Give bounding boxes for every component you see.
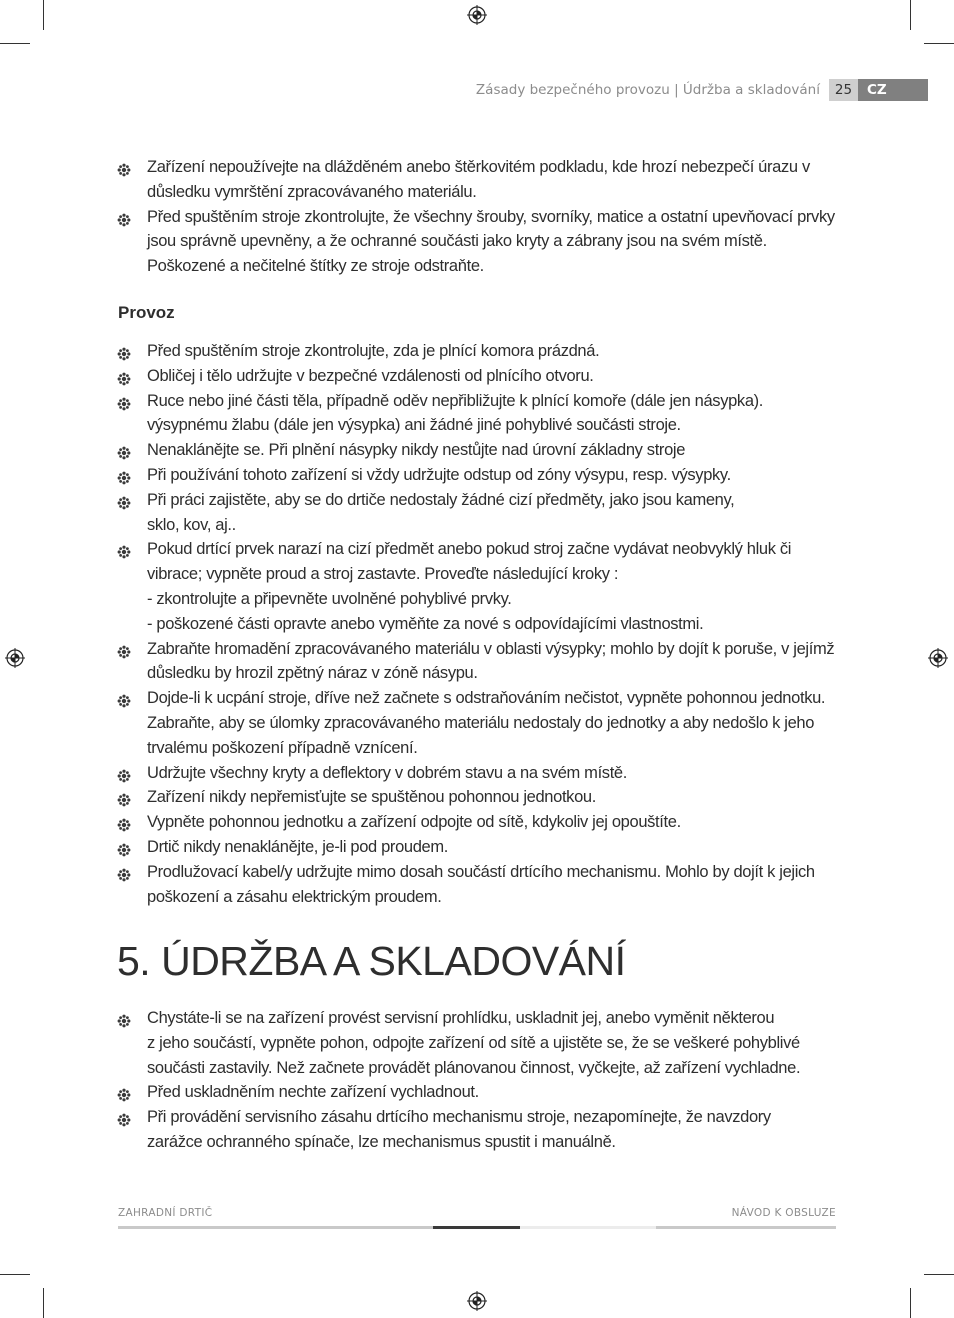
bullet-text: Obličej i tělo udržujte v bezpečné vzdálenosti od plnícího otvoru.	[147, 366, 594, 385]
bullet-text: Zařízení nikdy nepřemisťujte se spuštěnou pohonnou jednotkou.	[147, 788, 596, 807]
bullet-item	[117, 686, 837, 760]
bullet-icon	[117, 766, 131, 780]
bullet-item	[117, 488, 837, 538]
bullet-icon	[117, 160, 131, 174]
bullet-icon	[117, 865, 131, 879]
bullet-icon	[117, 1110, 131, 1124]
bullet-icon	[117, 691, 131, 705]
bullet-item	[117, 155, 837, 205]
bullet-text: Chystáte-li se na zařízení provést servisní prohlídku, uskladnit jej, anebo vyměnit některou	[147, 1009, 775, 1027]
bullet-text: Před uskladněním nechte zařízení vychladnout.	[147, 1083, 479, 1102]
bullet-text: Dojde-li k ucpání stroje, dříve než začnete s odstraňováním nečistot, vypněte pohonnou jednotku. Zabraňte, aby se úlomky zpracovávaného materiálu nedostaly do jednotky a aby nedošlo k jeho trvalému poškození případně vznícení.	[147, 689, 826, 757]
registration-mark-icon	[467, 5, 487, 25]
crop-mark	[924, 43, 954, 44]
bullet-item	[117, 364, 837, 389]
bullet-icon	[117, 394, 131, 408]
bullet-text: Drtič nikdy nenaklánějte, je-li pod proudem.	[147, 837, 449, 856]
footer-rule-segment	[433, 1226, 520, 1229]
bullet-icon	[117, 344, 131, 358]
bullet-text: Před spuštěním stroje zkontrolujte, že všechny šrouby, svorníky, matice a ostatní upevňovací prvky jsou správně upevněny, a že ochranné součásti jako kryty a zábrany jsou na svém místě. Poškozené a nečitelné štítky ze stroje odstraňte.	[147, 207, 835, 276]
crop-mark	[0, 43, 30, 44]
bullet-item	[117, 785, 837, 810]
bullet-item	[117, 205, 837, 279]
bullet-text: součásti zastavily. Než začnete provádět plánovanou činnost, vyčkejte, až zařízení vychladne.	[147, 1058, 801, 1077]
bullet-item	[117, 339, 837, 364]
bullet-text: výsypnému žlabu (dále jen výsypka) ani žádné jiné pohyblivé součásti stroje.	[147, 416, 681, 435]
footer-rule-segment	[656, 1226, 836, 1229]
bullet-text: Při používání tohoto zařízení si vždy udržujte odstup od zóny výsypu, resp. výsypky.	[147, 465, 731, 484]
bullet-item	[117, 1105, 837, 1155]
bullet-icon	[117, 1011, 131, 1025]
bullet-icon	[117, 642, 131, 656]
bullet-text: Zabraňte hromadění zpracovávaného materiálu v oblasti výsypky; mohlo by dojít k poruše, v jejímž důsledku by hrozil zpětný náraz v zóně násypu.	[147, 639, 835, 683]
bullet-item	[117, 835, 837, 860]
bullet-icon	[117, 1085, 131, 1099]
bullet-icon	[117, 542, 131, 556]
bullet-text: Při práci zajistěte, aby se do drtiče nedostaly žádné cizí předměty, jako jsou kameny,	[147, 490, 735, 509]
bullet-text: sklo, kov, aj..	[147, 515, 236, 534]
bullet-icon	[117, 493, 131, 507]
bullet-text: - poškozené části opravte anebo vyměňte za nové s odpovídajícími vlastnostmi.	[147, 614, 704, 633]
bullet-item	[117, 389, 837, 439]
bullet-item	[117, 438, 837, 463]
crop-mark	[910, 0, 911, 30]
bullet-text: Nenaklánějte se. Při plnění násypky nikdy nestůjte nad úrovní základny stroje	[147, 441, 686, 460]
bullet-icon	[117, 815, 131, 829]
bullet-text: z jeho součástí, vypněte pohon, odpojte zařízení od sítě a ujistěte se, že se veškeré pohyblivé	[147, 1033, 800, 1052]
bullet-item	[117, 1080, 837, 1105]
bullet-text: - zkontrolujte a připevněte uvolněné pohyblivé prvky.	[147, 589, 512, 608]
registration-mark-icon	[5, 648, 25, 668]
footer-document-type: NÁVOD K OBSLUZE	[731, 1207, 836, 1219]
running-title: Zásady bezpečného provozu | Údržba a skladování	[475, 82, 820, 98]
bullet-icon	[117, 369, 131, 383]
bullet-icon	[117, 468, 131, 482]
section-heading-provoz: Provoz	[118, 303, 175, 322]
bullet-text: Udržujte všechny kryty a deflektory v dobrém stavu a na svém místě.	[147, 763, 627, 782]
bullet-text: Pokud drtící prvek narazí na cizí předmět anebo pokud stroj začne vydávat neobvyklý hluk či vibrace; vypněte proud a stroj zastavte. Proveďte následující kroky :	[147, 540, 792, 584]
intro-bullet-list	[117, 155, 837, 279]
crop-mark	[924, 1274, 954, 1275]
provoz-bullet-list	[117, 339, 837, 909]
language-tab: CZ	[858, 79, 928, 101]
bullet-icon	[117, 443, 131, 457]
bullet-item	[117, 860, 837, 910]
bullet-icon	[117, 790, 131, 804]
crop-mark	[43, 1288, 44, 1318]
bullet-icon	[117, 210, 131, 224]
bullet-text: Ruce nebo jiné části těla, případně oděv nepřibližujte k plnící komoře (dále jen násypka).	[147, 391, 764, 410]
bullet-text: Vypněte pohonnou jednotku a zařízení odpojte od sítě, kdykoliv jej opouštíte.	[147, 813, 681, 832]
bullet-icon	[117, 840, 131, 854]
crop-mark	[43, 0, 44, 30]
bullet-item	[117, 463, 837, 488]
running-header	[0, 79, 954, 101]
bullet-item	[117, 637, 837, 687]
bullet-text: Při provádění servisního zásahu drtícího mechanismu stroje, nezapomínejte, že navzdory	[147, 1108, 771, 1127]
bullet-item	[117, 537, 837, 636]
registration-mark-icon	[467, 1291, 487, 1311]
footer-rule-segment	[118, 1226, 433, 1229]
bullet-text: Před spuštěním stroje zkontrolujte, zda je plnící komora prázdná.	[147, 342, 600, 360]
chapter-heading: 5. ÚDRŽBA A SKLADOVÁNÍ	[117, 938, 626, 984]
bullet-item	[117, 810, 837, 835]
bullet-item	[117, 761, 837, 786]
page-number: 25	[829, 79, 858, 101]
bullet-text: Zařízení nepoužívejte na dlážděném anebo štěrkovitém podkladu, kde hrozí nebezpečí úrazu v důsledku vymrštění zpracovávaného materiálu.	[147, 158, 810, 201]
maintenance-bullet-list	[117, 1006, 837, 1155]
registration-mark-icon	[928, 648, 948, 668]
bullet-text: zarážce ochranného spínače, lze mechanismus spustit i manuálně.	[147, 1132, 616, 1151]
bullet-text: Prodlužovací kabel/y udržujte mimo dosah součástí drtícího mechanismu. Mohlo by dojít k jejich poškození a zásahu elektrickým proudem.	[147, 862, 815, 906]
crop-mark	[910, 1288, 911, 1318]
footer-rule-segment	[520, 1226, 656, 1229]
crop-mark	[0, 1274, 30, 1275]
footer-product-name: ZAHRADNÍ DRTIČ	[118, 1207, 213, 1219]
bullet-item	[117, 1006, 837, 1080]
